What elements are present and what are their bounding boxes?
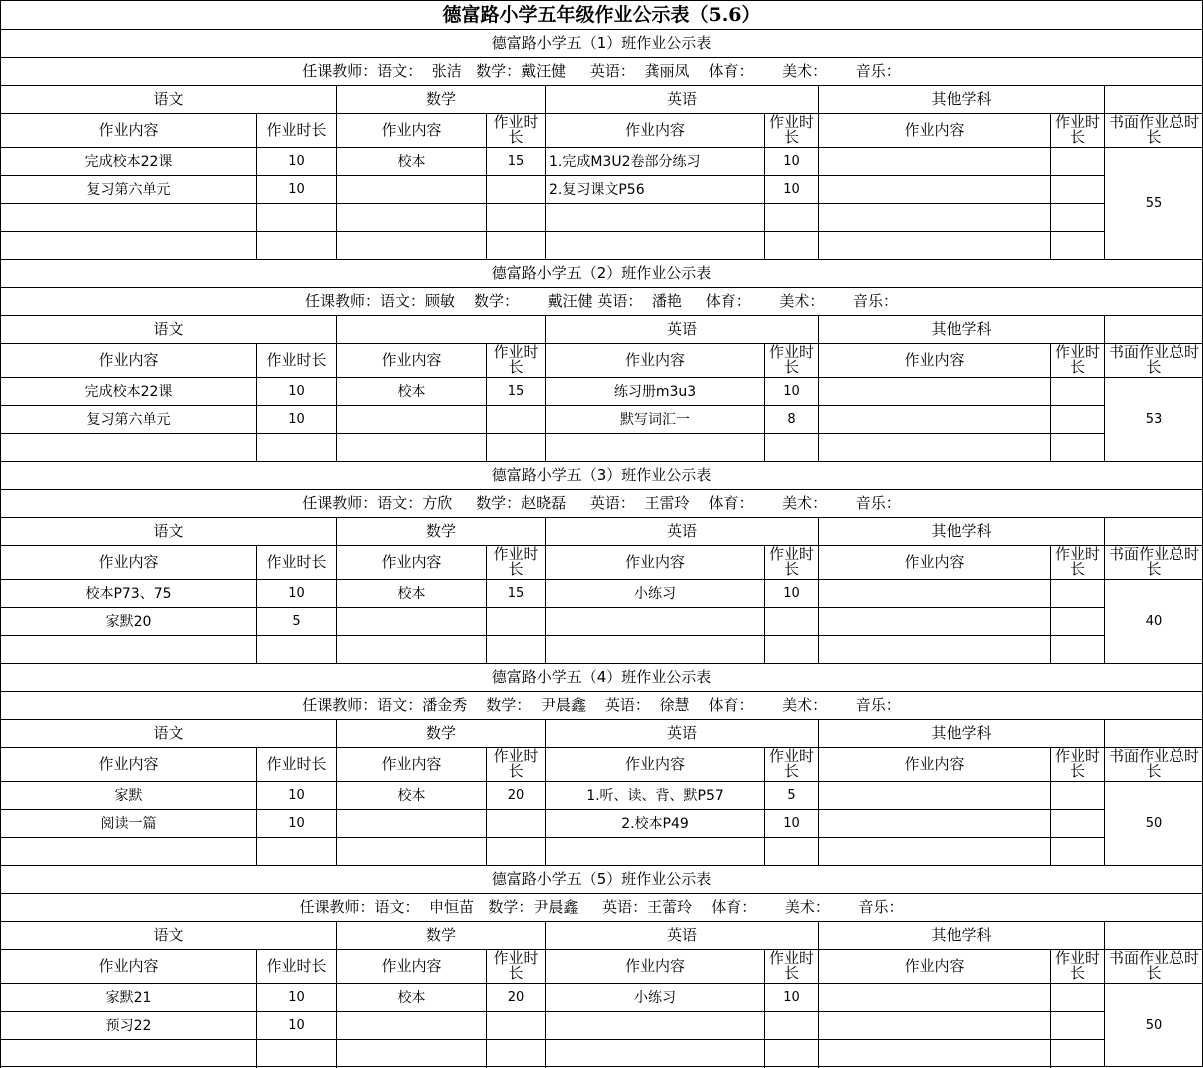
table-row [0,203,1203,231]
col-duration: 作业时长 [256,344,336,378]
subject-header-row [0,719,1203,747]
subject-other: 其他学科 [818,86,1104,114]
table-cell: 1.听、读、背、默P57 [545,782,764,810]
col-duration: 作业时长 [256,546,336,580]
subject-other: 其他学科 [818,720,1104,748]
table-cell: 2.校本P49 [545,810,764,838]
table-cell [764,608,818,636]
table-cell [336,406,486,434]
subject-math: 数学 [336,86,545,114]
col-total: 书面作业总时长 [1104,344,1203,378]
table-cell [336,434,486,462]
class-heading: 德富路小学五（4）班作业公示表 [491,668,712,687]
table-cell [818,1012,1050,1040]
table-cell [1050,176,1104,204]
col-content: 作业内容 [545,950,764,984]
subject-header-row [0,921,1203,949]
table-cell [818,204,1050,232]
table-cell [1050,148,1104,176]
table-cell [486,232,545,260]
table-row [0,175,1203,203]
subject-math: 数学 [336,518,545,546]
table-cell: 10 [764,810,818,838]
col-total: 书面作业总时长 [1104,546,1203,580]
col-content: 作业内容 [0,344,256,378]
table-cell [1050,984,1104,1012]
table-cell: 5 [764,782,818,810]
table-cell: 小练习 [545,984,764,1012]
subject-english: 英语 [545,86,818,114]
table-cell [0,434,256,462]
table-cell [0,838,256,866]
subject-blank [1104,86,1203,114]
table-cell [818,1040,1050,1068]
teachers-line: 任课教师：语文：顾敏 数学： 戴汪健 英语： 潘艳 体育： 美术： 音乐： [304,292,899,311]
table-cell [545,1040,764,1068]
table-cell [1050,1012,1104,1040]
table-cell [0,1040,256,1068]
subject-header-row [0,85,1203,113]
subject-chinese: 语文 [0,720,336,748]
teachers-row [0,893,1203,921]
table-cell [256,838,336,866]
table-cell: 8 [764,406,818,434]
table-cell [1050,782,1104,810]
table-cell: 校本 [336,378,486,406]
table-cell [336,204,486,232]
col-content: 作业内容 [336,546,486,580]
table-cell [764,232,818,260]
column-header-row [0,545,1203,579]
col-content: 作业内容 [0,114,256,148]
table-cell: 10 [256,810,336,838]
col-content: 作业内容 [818,114,1050,148]
total-duration-value: 40 [1104,579,1203,663]
table-cell [0,636,256,664]
col-content: 作业内容 [818,546,1050,580]
col-content: 作业内容 [336,748,486,782]
subject-english: 英语 [545,922,818,950]
page-title: 德富路小学五年级作业公示表（5.6） [442,3,761,26]
table-cell: 校本 [336,984,486,1012]
teachers-line: 任课教师：语文：方欣 数学：赵晓磊 英语： 王雷玲 体育： 美术： 音乐： [302,494,901,513]
col-duration: 作业时长 [256,748,336,782]
table-cell [486,176,545,204]
table-cell [545,636,764,664]
title-row [0,0,1203,29]
table-cell [486,608,545,636]
table-cell [486,810,545,838]
table-cell: 15 [486,580,545,608]
table-cell: 10 [256,1012,336,1040]
total-duration-value: 53 [1104,377,1203,461]
col-content: 作业内容 [0,950,256,984]
subject-chinese: 语文 [0,518,336,546]
total-duration-value: 50 [1104,781,1203,865]
table-cell: 10 [256,984,336,1012]
table-cell [336,1012,486,1040]
table-cell: 20 [486,782,545,810]
table-cell [256,232,336,260]
col-duration: 作业时长 [764,114,818,148]
subject-blank [1104,720,1203,748]
table-cell [486,838,545,866]
subject-other: 其他学科 [818,316,1104,344]
table-row [0,377,1203,405]
col-duration: 作业时长 [764,546,818,580]
table-cell [1050,636,1104,664]
col-content: 作业内容 [336,950,486,984]
column-header-row [0,949,1203,983]
subject-english: 英语 [545,518,818,546]
col-duration: 作业时长 [486,114,545,148]
table-cell: 20 [486,984,545,1012]
teachers-row [0,489,1203,517]
col-duration: 作业时长 [1050,748,1104,782]
col-duration: 作业时长 [486,748,545,782]
table-cell: 10 [256,580,336,608]
class-heading-row [0,865,1203,893]
class-heading-row [0,461,1203,489]
table-cell [256,204,336,232]
col-duration: 作业时长 [1050,950,1104,984]
table-cell [818,608,1050,636]
table-cell [256,636,336,664]
table-row [0,579,1203,607]
table-cell: 10 [764,984,818,1012]
col-duration: 作业时长 [256,950,336,984]
column-header-row [0,747,1203,781]
table-cell: 1.完成M3U2卷部分练习 [545,148,764,176]
table-cell [764,1012,818,1040]
table-cell: 家默21 [0,984,256,1012]
col-content: 作业内容 [818,950,1050,984]
table-cell [486,1040,545,1068]
table-cell [818,232,1050,260]
table-cell [336,176,486,204]
class-heading-row [0,29,1203,57]
table-row [0,231,1203,259]
table-cell: 家默 [0,782,256,810]
subject-chinese: 语文 [0,922,336,950]
teachers-row [0,57,1203,85]
col-duration: 作业时长 [256,114,336,148]
table-cell [764,838,818,866]
table-cell [0,204,256,232]
column-header-row [0,113,1203,147]
table-cell: 校本 [336,148,486,176]
table-cell: 10 [764,148,818,176]
table-row [0,809,1203,837]
table-cell [1050,810,1104,838]
table-cell [818,782,1050,810]
col-duration: 作业时长 [486,950,545,984]
table-cell: 家默20 [0,608,256,636]
table-cell [336,1040,486,1068]
table-cell [818,636,1050,664]
col-duration: 作业时长 [486,344,545,378]
table-cell: 15 [486,148,545,176]
col-content: 作业内容 [0,546,256,580]
table-cell [818,434,1050,462]
table-cell: 小练习 [545,580,764,608]
subject-blank [1104,316,1203,344]
table-cell [1050,204,1104,232]
table-cell: 校本 [336,580,486,608]
col-duration: 作业时长 [1050,344,1104,378]
subject-blank [1104,922,1203,950]
table-cell: 校本 [336,782,486,810]
table-cell [764,434,818,462]
table-cell [545,838,764,866]
teachers-row [0,691,1203,719]
table-cell: 10 [256,406,336,434]
table-cell [764,204,818,232]
table-cell [545,232,764,260]
col-duration: 作业时长 [486,546,545,580]
col-total: 书面作业总时长 [1104,748,1203,782]
subject-chinese: 语文 [0,86,336,114]
table-cell [336,636,486,664]
subject-english: 英语 [545,720,818,748]
subject-math: 数学 [336,720,545,748]
table-row [0,837,1203,865]
table-cell [486,434,545,462]
table-cell: 10 [764,378,818,406]
table-cell [818,810,1050,838]
table-cell: 15 [486,378,545,406]
table-cell [336,838,486,866]
column-header-row [0,343,1203,377]
table-cell [545,608,764,636]
class-heading: 德富路小学五（2）班作业公示表 [491,264,712,283]
total-duration-value: 55 [1104,147,1203,259]
col-content: 作业内容 [545,114,764,148]
class-heading: 德富路小学五（3）班作业公示表 [491,466,712,485]
subject-math: 数学 [336,922,545,950]
table-row [0,1011,1203,1039]
table-cell: 10 [764,580,818,608]
table-cell: 预习22 [0,1012,256,1040]
teachers-line: 任课教师：语文：潘金秀 数学： 尹晨鑫 英语： 徐慧 体育： 美术： 音乐： [302,696,901,715]
col-content: 作业内容 [818,344,1050,378]
teachers-line: 任课教师：语文： 申恒苗 数学：尹晨鑫 英语：王蕾玲 体育： 美术： 音乐： [299,898,904,917]
table-cell [256,434,336,462]
col-content: 作业内容 [336,114,486,148]
table-row [0,635,1203,663]
table-cell [486,204,545,232]
table-cell [545,204,764,232]
col-content: 作业内容 [0,748,256,782]
table-cell [486,406,545,434]
table-cell: 10 [764,176,818,204]
table-cell [818,580,1050,608]
teachers-row [0,287,1203,315]
table-cell: 10 [256,378,336,406]
subject-english: 英语 [545,316,818,344]
col-duration: 作业时长 [764,748,818,782]
table-cell: 10 [256,176,336,204]
class-heading-row [0,259,1203,287]
table-cell [764,636,818,664]
table-cell [1050,1040,1104,1068]
table-cell: 10 [256,148,336,176]
teachers-line: 任课教师：语文： 张洁 数学：戴汪健 英语： 龚丽凤 体育： 美术： 音乐： [302,62,901,81]
table-cell [818,148,1050,176]
table-cell [336,810,486,838]
table-row [0,983,1203,1011]
total-duration-value: 50 [1104,983,1203,1067]
col-duration: 作业时长 [764,950,818,984]
table-cell [1050,608,1104,636]
class-heading: 德富路小学五（1）班作业公示表 [491,34,712,53]
subject-other: 其他学科 [818,518,1104,546]
table-row [0,147,1203,175]
table-cell [545,1012,764,1040]
table-cell: 完成校本22课 [0,378,256,406]
table-cell: 10 [256,782,336,810]
col-content: 作业内容 [818,748,1050,782]
table-row [0,1039,1203,1067]
table-cell [486,1012,545,1040]
table-cell: 阅读一篇 [0,810,256,838]
table-cell: 2.复习课文P56 [545,176,764,204]
table-cell [1050,838,1104,866]
table-cell: 复习第六单元 [0,176,256,204]
table-cell [0,232,256,260]
table-cell [818,984,1050,1012]
table-cell [256,1040,336,1068]
subject-chinese: 语文 [0,316,336,344]
table-cell [545,434,764,462]
table-cell [1050,232,1104,260]
table-cell [1050,580,1104,608]
table-cell [1050,434,1104,462]
col-total: 书面作业总时长 [1104,114,1203,148]
subject-header-row [0,315,1203,343]
table-cell: 默写词汇一 [545,406,764,434]
table-cell [486,636,545,664]
col-duration: 作业时长 [1050,546,1104,580]
table-cell [336,232,486,260]
col-duration: 作业时长 [1050,114,1104,148]
table-cell [818,378,1050,406]
table-cell [1050,378,1104,406]
table-cell [336,608,486,636]
table-cell: 5 [256,608,336,636]
col-duration: 作业时长 [764,344,818,378]
col-content: 作业内容 [336,344,486,378]
col-total: 书面作业总时长 [1104,950,1203,984]
table-cell [764,1040,818,1068]
subject-blank [1104,518,1203,546]
subject-math [336,316,545,344]
table-cell [818,406,1050,434]
col-content: 作业内容 [545,748,764,782]
subject-other: 其他学科 [818,922,1104,950]
class-heading-row [0,663,1203,691]
table-row [0,433,1203,461]
table-row [0,607,1203,635]
table-cell [818,838,1050,866]
table-row [0,781,1203,809]
table-cell: 校本P73、75 [0,580,256,608]
col-content: 作业内容 [545,546,764,580]
table-cell: 完成校本22课 [0,148,256,176]
table-row [0,405,1203,433]
table-cell [818,176,1050,204]
table-cell: 练习册m3u3 [545,378,764,406]
col-content: 作业内容 [545,344,764,378]
class-heading: 德富路小学五（5）班作业公示表 [491,870,712,889]
subject-header-row [0,517,1203,545]
table-cell [1050,406,1104,434]
table-cell: 复习第六单元 [0,406,256,434]
